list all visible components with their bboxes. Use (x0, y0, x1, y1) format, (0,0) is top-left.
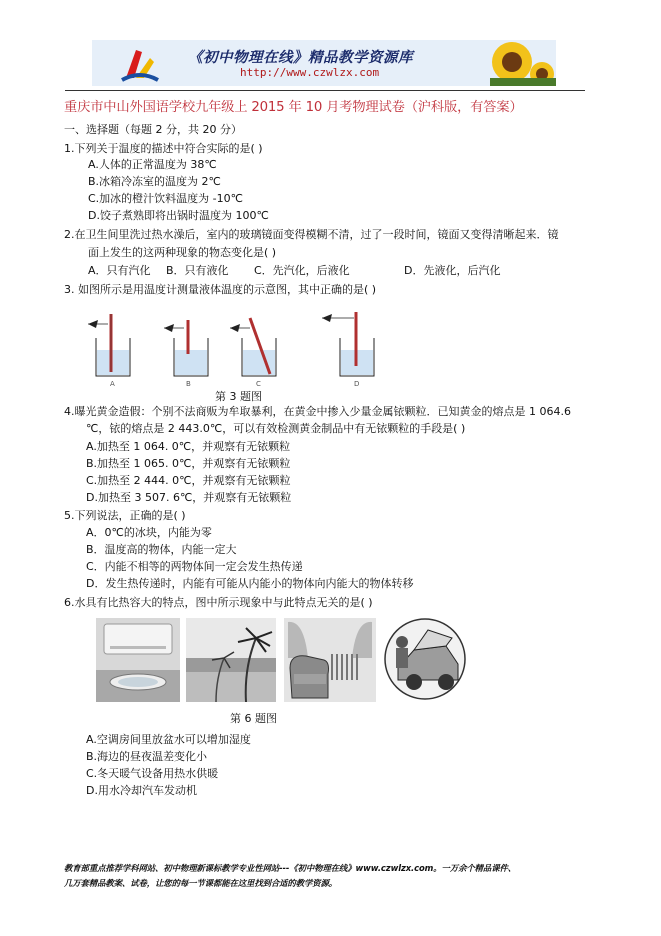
q1-stem: 1.下列关于温度的描述中符合实际的是( ) (64, 142, 263, 155)
photo-car-engine (384, 616, 466, 702)
document-title: 重庆市中山外国语学校九年级上 2015 年 10 月考物理试卷（沪科版，有答案） (64, 100, 523, 115)
q6-stem: 6.水具有比热容大的特点，图中所示现象中与此特点无关的是( ) (64, 596, 373, 609)
q2-stem-line2: 面上发生的这两种现象的物态变化是( ) (88, 246, 277, 259)
label-c: C (256, 380, 261, 388)
footer-line1: 教育部重点推荐学科网站、初中物理新课标教学专业性网站---《初中物理在线》www.czwlzx.com。一万余个精品课件、 (64, 863, 517, 873)
q3-stem: 3. 如图所示是用温度计测量液体温度的示意图，其中正确的是( ) (64, 283, 377, 296)
footer-line2: 几万套精品教案、试卷，让您的每一节课都能在这里找到合适的教学资源。 (64, 878, 338, 888)
label-b: B (186, 380, 191, 388)
q2-option-a: A．只有汽化 (88, 264, 151, 277)
q5-option-d: D．发生热传递时，内能有可能从内能小的物体向内能大的物体转移 (86, 577, 414, 590)
photo-radiator (284, 618, 376, 702)
q6-option-c: C.冬天暖气设备用热水供暖 (86, 767, 219, 780)
q6-option-d: D.用水冷却汽车发动机 (86, 784, 197, 797)
q5-option-c: C．内能不相等的两物体间一定会发生热传递 (86, 560, 303, 573)
q2-stem-line1: 2.在卫生间里洗过热水澡后，室内的玻璃镜面变得模糊不清，过了一段时间，镜面又变得清晰起来．镜 (64, 228, 559, 241)
beaker-b (164, 320, 208, 388)
q3-thermometer-figure (84, 308, 384, 388)
q1-option-b: B.冰箱冷冻室的温度为 2℃ (88, 175, 221, 188)
q2-option-b: B．只有液化 (166, 264, 229, 277)
q5-option-b: B．温度高的物体，内能一定大 (86, 543, 237, 556)
q4-stem-line2: ℃，铱的熔点是 2 443.0℃，可以有效检测黄金制品中有无铱颗粒的手段是( ) (86, 422, 466, 435)
header-divider (65, 90, 585, 91)
photo-ac-basin (96, 618, 180, 702)
q6-caption: 第 6 题图 (230, 712, 277, 725)
beaker-a (88, 314, 130, 388)
q1-option-c: C.加冰的橙汁饮料温度为 -10℃ (88, 192, 243, 205)
banner-url[interactable]: http://www.czwlzx.com (240, 66, 380, 79)
beaker-c (230, 318, 276, 388)
q4-stem-line1: 4.曝光黄金造假：个别不法商贩为牟取暴利，在黄金中掺入少量金属铱颗粒．已知黄金的熔点是 1 064.6 (64, 405, 571, 418)
q4-option-d: D.加热至 3 507. 6℃，并观察有无铱颗粒 (86, 491, 292, 504)
q4-option-b: B.加热至 1 065. 0℃，并观察有无铱颗粒 (86, 457, 291, 470)
section-heading: 一、选择题（每题 2 分，共 20 分） (64, 123, 242, 136)
q6-option-b: B.海边的昼夜温差变化小 (86, 750, 208, 763)
q5-option-a: A．0℃的冰块，内能为零 (86, 526, 212, 539)
q1-option-a: A.人体的正常温度为 38℃ (88, 158, 217, 171)
label-a: A (110, 380, 115, 388)
q2-option-d: D．先液化，后汽化 (404, 264, 501, 277)
photo-beach (186, 618, 276, 702)
q1-option-d: D.饺子煮熟即将出锅时温度为 100℃ (88, 209, 269, 222)
q4-option-c: C.加热至 2 444. 0℃，并观察有无铱颗粒 (86, 474, 291, 487)
q5-stem: 5.下列说法，正确的是( ) (64, 509, 186, 522)
label-d: D (354, 380, 360, 388)
q4-option-a: A.加热至 1 064. 0℃，并观察有无铱颗粒 (86, 440, 291, 453)
q2-option-c: C．先汽化，后液化 (254, 264, 350, 277)
q3-caption: 第 3 题图 (215, 390, 262, 403)
banner-title: 《初中物理在线》精品教学资源库 (188, 49, 413, 66)
beaker-d (322, 312, 374, 388)
q6-option-a: A.空调房间里放盆水可以增加湿度 (86, 733, 251, 746)
